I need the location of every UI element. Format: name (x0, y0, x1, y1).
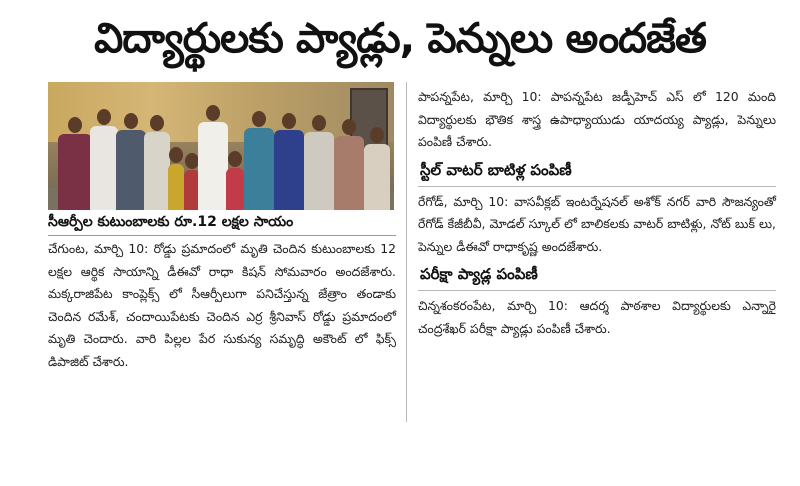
person (58, 117, 92, 210)
group-photo (48, 82, 394, 210)
person (226, 151, 244, 210)
story-1-body: పాపన్నపేట, మార్చి 10: పాపన్నపేట జడ్పీహెచ్ ఎస్ లో 120 మంది విద్యార్థులకు భౌతిక శాస్త్ర ఉపాధ్యాయుడు యాదయ్య ప్యాడ్లు, పెన్నులు పంపిణీ చేశారు. (418, 89, 776, 149)
person (168, 147, 184, 210)
left-story-caption: సీఆర్పీల కుటుంబాలకు రూ.12 లక్షల సాయం (48, 214, 396, 236)
column-divider (406, 82, 407, 422)
person (304, 115, 334, 210)
person (244, 111, 274, 210)
divider (418, 186, 776, 187)
story-2-title: స్టీల్ వాటర్ బాటిళ్ల పంపిణీ (420, 160, 572, 179)
headline: విద్యార్థులకు ప్యాడ్లు, పెన్నులు అందజేత (94, 14, 706, 62)
person (364, 127, 390, 210)
person (90, 109, 118, 210)
person (274, 113, 304, 210)
person (198, 105, 228, 210)
person (334, 119, 364, 210)
person (144, 115, 170, 210)
story-3-body: చిన్నశంకరంపేట, మార్చి 10: ఆదర్శ పాఠశాల విద్యార్థులకు ఎన్నారై చంద్రశేఖర్ పరీక్షా ప్యాడ్లు పంపిణీ చేశారు. (418, 298, 776, 336)
divider (418, 290, 776, 291)
story-2-body: రేగోడ్, మార్చి 10: వాసవీక్లబ్ ఇంటర్నేషనల్ అశోక్ నగర్ వారి సౌజన్యంతో రేగోడ్ కేజీబీవీ, మోడల్ స్కూల్ లో బాలికలకు వాటర్ బాటిళ్లు, నోట్ బుక్ లు, పెన్నుల డీఈవో రాధాకృష్ణ అందజేశారు. (418, 193, 776, 254)
left-story-body: చేగుంట, మార్చి 10: రోడ్డు ప్రమాదంలో మృతి చెందిన కుటుంబాలకు 12 లక్షల ఆర్థిక సాయాన్ని డీఈవో రాధా కిషన్ సోమవారం అందజేశారు. మక్కరాజిపేట కాంప్లెక్స్ లో సీఆర్పీలుగా పనిచేస్తున్న జేత్రాం తండాకు చెందిన రమేశ్, చందాయిపేటకు చెందిన ఎర్ర శ్రీనివాస్ రోడ్డు ప్రమాదంలో మృతి చెందారు. వారి పిల్లల పేర సుకున్య సమృద్ధి అకౌంట్ లో ఫిక్స్ డిపాజిట్ చేశారు. (48, 241, 396, 369)
left-column (48, 82, 396, 373)
right-column (418, 84, 776, 340)
person (116, 113, 146, 210)
story-3-title: పరీక్షా ప్యాడ్ల పంపిణీ (420, 265, 538, 283)
